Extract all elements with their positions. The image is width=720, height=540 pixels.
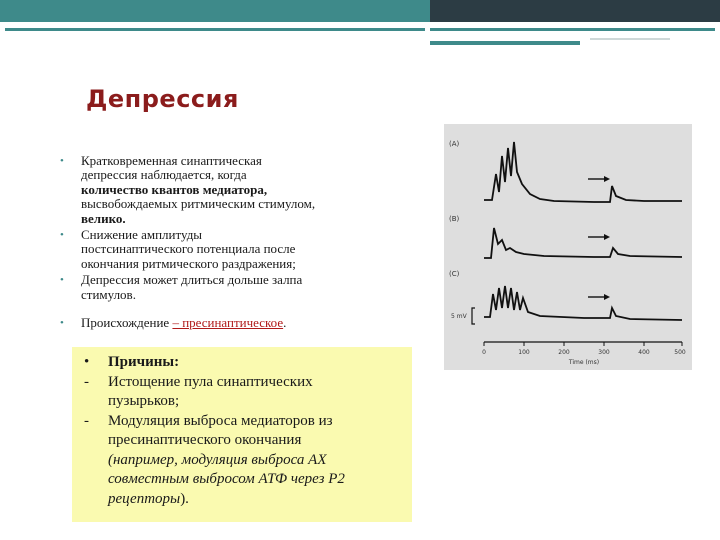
bullet-origin — [60, 316, 380, 330]
bullet-duration — [60, 273, 380, 302]
origin-presynaptic-link[interactable]: – пресинаптическое — [172, 315, 284, 331]
causes-list — [80, 353, 405, 509]
causes-title: Причины: — [108, 354, 180, 370]
trace-b — [484, 228, 682, 258]
bullet-line: постсинаптического потенциала после — [81, 241, 296, 257]
causes-title-line — [80, 353, 405, 373]
cause-line-last — [108, 490, 405, 510]
bullet-line: Кратковременная синаптическая — [81, 153, 262, 168]
x-tick-label: 0 — [482, 349, 486, 356]
arrow-c — [588, 294, 610, 300]
trace-a — [484, 142, 682, 202]
header-rule-right — [430, 28, 715, 31]
x-tick-label: 300 — [598, 349, 610, 356]
panel-label-b: (B) — [449, 215, 460, 223]
bullet-marker: • — [60, 229, 64, 242]
panel-label-a: (A) — [449, 140, 460, 148]
cause-line-italic: (например, модуляция выброса АХ — [108, 451, 327, 468]
origin-prefix: Происхождение — [81, 315, 173, 331]
cause-line-italic: совместным выбросом АТФ через P2 — [108, 471, 345, 487]
bullet-marker: • — [60, 317, 64, 330]
cause-depletion — [80, 373, 405, 412]
x-tick-label: 100 — [518, 349, 530, 356]
cause-dash-marker: - — [84, 373, 89, 390]
header-rule-left — [5, 28, 425, 31]
figure-svg — [444, 124, 692, 370]
scale-bar-label: 5 mV — [451, 313, 467, 320]
arrow-a — [588, 176, 610, 182]
cause-line: Истощение пула синаптических — [108, 373, 313, 390]
cause-close-paren: ). — [180, 490, 189, 507]
bullet-list — [60, 154, 380, 332]
bullet-line-bold: велико. — [81, 210, 126, 226]
causes-bullet-marker: • — [84, 354, 90, 370]
cause-line: пузырьков; — [108, 393, 180, 409]
cause-dash-marker: - — [84, 412, 89, 429]
scale-bar — [472, 308, 475, 324]
cause-modulation — [80, 412, 405, 510]
cause-line: Модуляция выброса медиаторов из — [108, 412, 333, 429]
bullet-line: окончания ритмического раздражения; — [81, 255, 296, 271]
bullet-marker: • — [60, 274, 64, 287]
cause-line: пресинаптического окончания — [108, 432, 302, 448]
panel-label-c: (C) — [449, 270, 460, 278]
bullet-line: стимулов. — [81, 286, 136, 302]
arrow-b — [588, 234, 610, 240]
origin-line — [81, 316, 380, 330]
x-tick-label: 500 — [674, 349, 686, 356]
epsp-recordings-figure — [444, 124, 692, 370]
bullet-depression-def — [60, 154, 380, 226]
bullet-marker: • — [60, 155, 64, 167]
cause-receptors-word: рецепторы — [108, 490, 181, 507]
origin-suffix: . — [283, 315, 287, 331]
bullet-line: высвобождаемых ритмическим стимулом, — [81, 196, 316, 212]
trace-c — [484, 286, 682, 320]
header-rule-accent — [430, 41, 580, 45]
bullet-amplitude-decrease — [60, 228, 380, 271]
header-rule-light — [590, 38, 670, 40]
x-tick-label: 400 — [638, 349, 650, 356]
top-bar-dark-block — [430, 0, 720, 22]
bullet-line: Снижение амплитуды — [81, 227, 203, 243]
bullet-line-bold: количество квантов медиатора, — [81, 181, 268, 197]
x-axis-label: Time (ms) — [568, 359, 600, 366]
bullet-line: депрессия наблюдается, когда — [81, 167, 247, 183]
slide-title: Депрессия — [86, 85, 239, 113]
bullet-line: Депрессия может длиться дольше залпа — [81, 272, 303, 288]
x-tick-label: 200 — [558, 349, 570, 356]
